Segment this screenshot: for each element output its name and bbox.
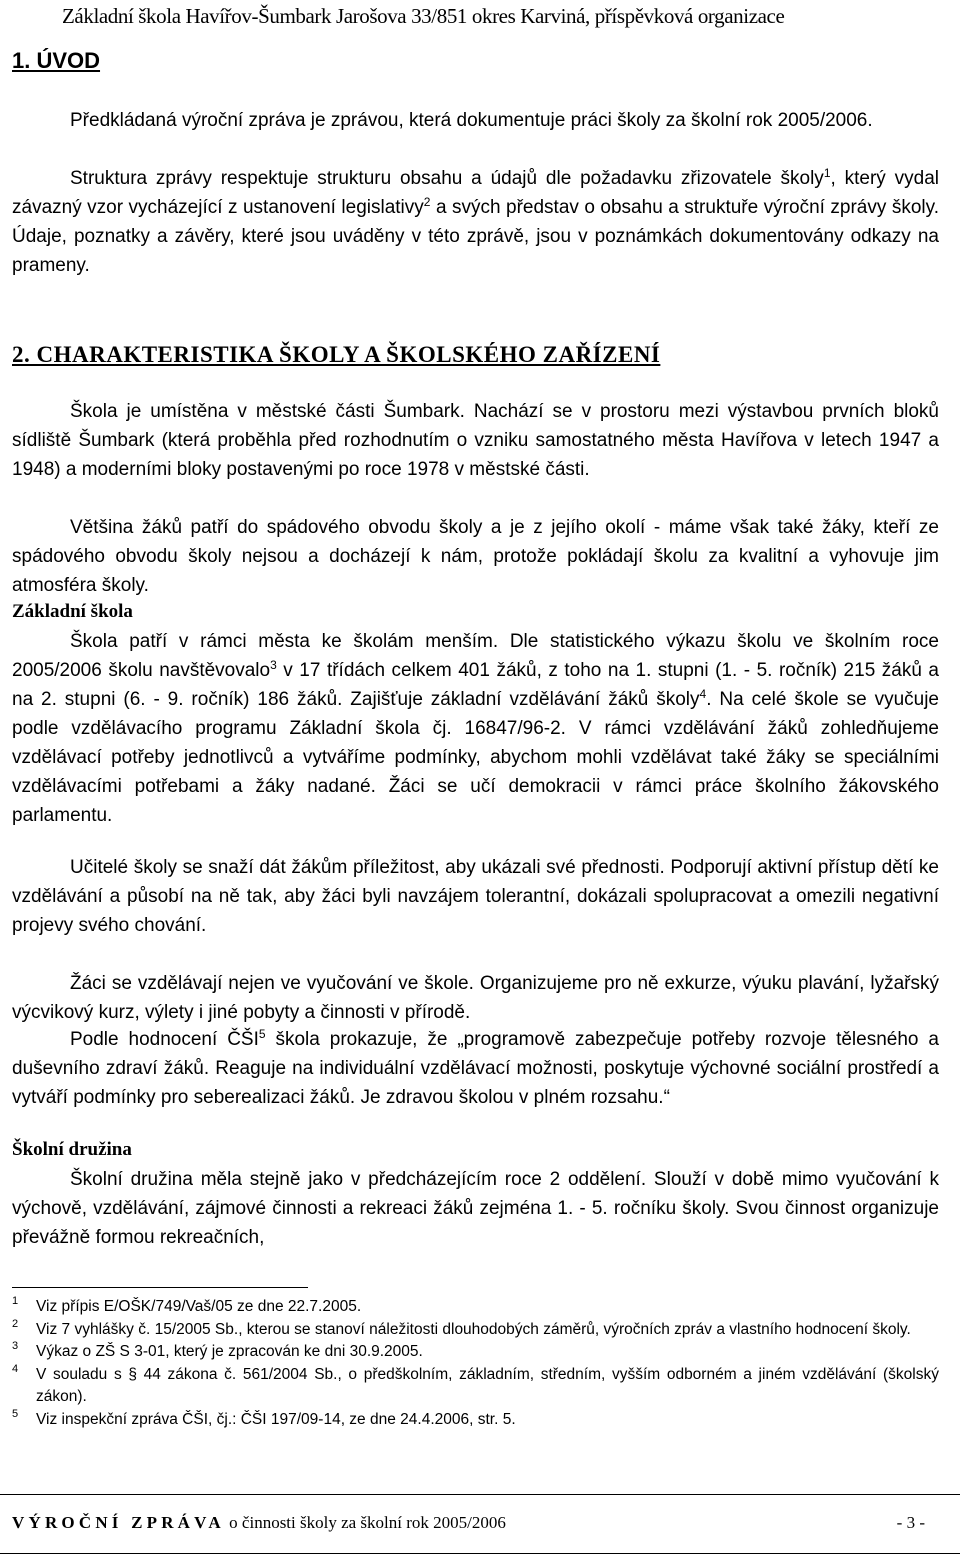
teachers-paragraph: Učitelé školy se snaží dát žákům příležitost, aby ukázali své přednosti. Podporují aktivní přístup dětí ke vzdělávání a působí na ně tak, aby žáci byli navzájem tolerantní, dokázali spolupracovat a omezili negativní projevy svého chování. [12,857,939,936]
intro-paragraph-2: Struktura zprávy respektuje strukturu obsahu a údajů dle požadavku zřizovatele školy$^1$, který vydal závazný vzor vycházející z ustanovení legislativy$^2$ a svých představ o obsahu a struktuře výroční zprávy školy. Údaje, poznatky a závěry, které jsou uváděny v této zprávě, jsou v poznámkách dokumentovány odkazy na prameny. [12,166,939,276]
pupils-paragraph: Většina žáků patří do spádového obvodu školy a je z jejího okolí - máme však také žáky, kteří ze spádového obvodu školy nejsou a docházejí k nám, protože pokládají školu za kvalitní a vyhovuje jim atmosféra školy. [12,517,939,596]
club-paragraph: Školní družina měla stejně jako v předcházejícím roce 2 oddělení. Slouží v době mimo vyučování k výchově, vzdělávání, zájmové činnosti a rekreaci žáků zejména 1. - 5. ročníku školy. Svou činnost organizuje převážně formou rekreačních, [12,1169,939,1248]
footnote-ref-4: 4 [699,687,707,701]
page-footer [0,1494,960,1554]
inspection-paragraph: Podle hodnocení ČŠI$^5$ škola prokazuje, že „programově zabezpečuje potřeby rozvoje tělesného a duševního zdraví žáků. Reaguje na individuální vzdělávací možnosti, poskytuje výchovné sociální prostředí a vytváří podmínky pro seberealizaci žáků. Je zdravou školou v plném rozsahu.“ [12,1027,939,1108]
section-2-heading: 2. CHARAKTERISTIKA ŠKOLY A ŠKOLSKÉHO ZAŘÍZENÍ [12,342,661,367]
intro-paragraph-1: Předkládaná výroční zpráva je zprávou, která dokumentuje práci školy za školní rok 2005/2006. [70,110,873,131]
footer-title: VÝROČNÍ ZPRÁVA o činnosti školy za školní rok 2005/2006 [12,1513,506,1532]
footnote-separator [12,1287,308,1288]
footnote-ref-5: 5 [258,1027,266,1041]
footnote-ref-1: 1 [823,166,831,180]
page-header: Základní škola Havířov-Šumbark Jarošova 33/851 okres Karviná, příspěvková organizace [62,4,785,28]
subheading-zakladni-skola: Základní škola [12,601,133,622]
footnote-ref-2: 2 [423,195,431,209]
footnote: 5 Viz inspekční zpráva ČŠI, čj.: ČŠI 197/09-14, ze dne 24.4.2006, str. 5. [12,1407,516,1428]
footnotes [12,1296,939,1431]
section-1-heading: 1. ÚVOD [12,48,101,73]
footnote: 4 V souladu s § 44 zákona č. 561/2004 Sb., o předškolním, základním, středním, vyšším odborném a jiném vzdělávání (školský zákon). [12,1362,939,1405]
school-paragraph: Škola patří v rámci města ke školám menším. Dle statistického výkazu školu ve školním roce 2005/2006 školu navštěvovalo$^3$ v 17 třídách celkem 401 žáků, z toho na 1. stupni (1. - 5. ročník) 215 žáků a na 2. stupni (6. - 9. ročník) 186 žáků. Zajišťuje základní vzdělávání žáků školy$^4$. Na celé škole se vyučuje podle vzdělávacího programu Základní škola čj. 16847/96-2. V rámci vzdělávání žáků zohledňujeme vzdělávací potřeby jednotlivců a vytváříme podmínky, abychom mohli vzdělávat také žáky se speciálními vzdělávacími potřebami a žáky nadané. Žáci se učí demokracii v rámci práce školního žákovského parlamentu. [12,631,939,826]
subheading-skolni-druzina: Školní družina [12,1139,132,1160]
footnote-ref-3: 3 [270,658,277,672]
footnote: 3 Výkaz o ZŠ S 3-01, který je zpracován ke dni 30.9.2005. [12,1340,423,1360]
page-number: - 3 - [896,1513,925,1532]
footnote: 2 Viz 7 vyhlášky č. 15/2005 Sb., kterou se stanoví náležitosti dlouhodobých záměrů, výročních zpráv a vlastního hodnocení školy. [12,1317,911,1338]
activities-paragraph: Žáci se vzdělávají nejen ve vyučování ve škole. Organizujeme pro ně exkurze, výuku plavání, lyžařský výcvikový kurz, výlety i jiné pobyty a činnosti v přírodě. [12,973,939,1023]
footnote: 1 Viz přípis E/OŠK/749/Vaš/05 ze dne 22.7.2005. [12,1295,362,1315]
location-paragraph: Škola je umístěna v městské části Šumbark. Nachází se v prostoru mezi výstavbou prvních bloků sídliště Šumbark (která proběhla před rozhodnutím o vzniku samostatného města Havířova v letech 1947 a 1948) a moderními bloky postavenými po roce 1978 v městské části. [12,401,939,480]
